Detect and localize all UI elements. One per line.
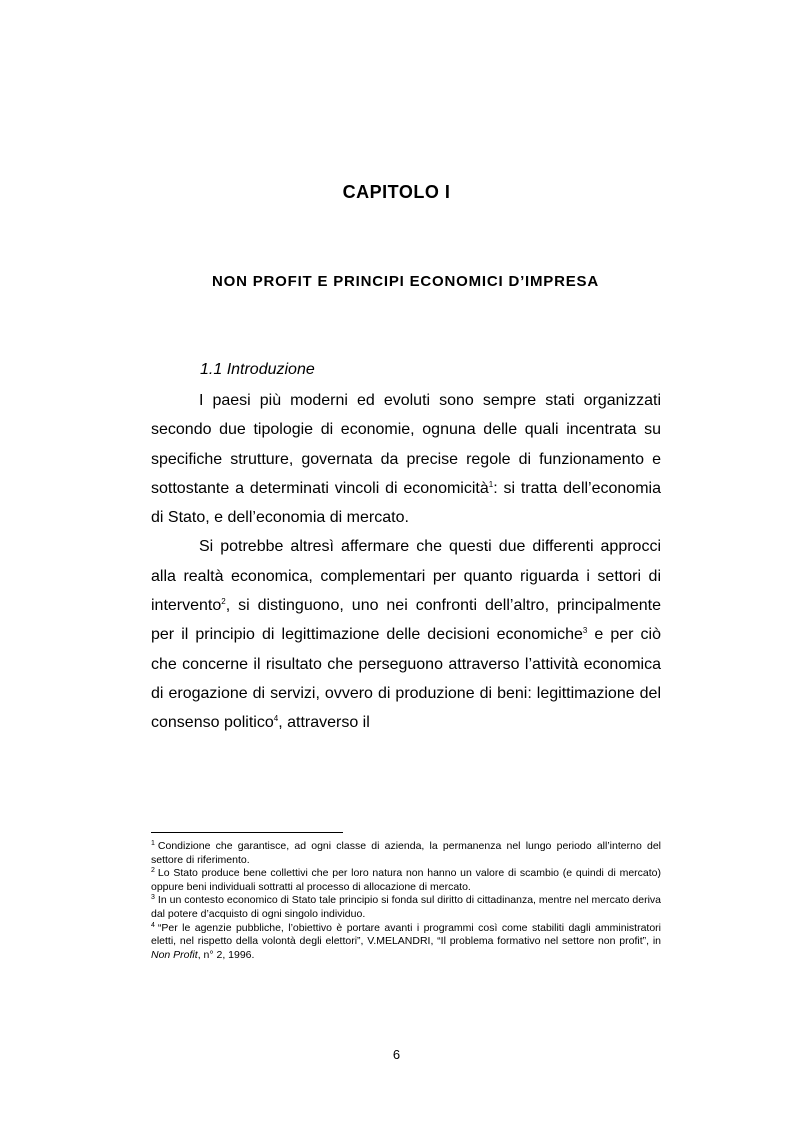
footnote-mark: 4	[151, 921, 155, 929]
footnotes	[151, 840, 661, 962]
footnote-mark: 2	[151, 867, 155, 875]
paragraph-text: : si tratta dell’economia di Stato, e dell’economia di mercato.	[151, 479, 661, 527]
paragraph-text: , si distinguono, uno nei confronti dell’altro, principalmente per il principio di legittimazione delle decisioni economiche	[151, 597, 661, 644]
footnote-text: , n° 2, 1996.	[197, 948, 255, 961]
footnote-reference: 2	[221, 597, 226, 607]
section-heading: 1.1 Introduzione	[200, 361, 315, 378]
paragraph-text: , attraverso il	[278, 714, 370, 732]
paragraph-text: I paesi più moderni ed evoluti sono sempre stati organizzati secondo due tipologie di economie, ognuna delle quali incentrata su specifiche strutture, governata da precise regole di funzionamento e sottostante a determinati vincoli di economicità	[151, 392, 661, 497]
paragraph-text: Si potrebbe altresì affermare che questi due differenti approcci alla realtà economica, complementari per quanto riguarda i settori di intervento	[151, 538, 661, 615]
chapter-subtitle: NON PROFIT E PRINCIPI ECONOMICI D’IMPRESA	[212, 273, 599, 290]
footnote-mark: 3	[151, 894, 155, 902]
footnote-text: Lo Stato produce bene collettivi che per loro natura non hanno un valore di scambio (e quindi di mercato) oppure beni individuali sottratti al processo di allocazione di mercato.	[151, 867, 661, 893]
paragraph-text: e per ciò che concerne il risultato che perseguono attraverso l’attività economica di erogazione di servizi, ovvero di produzione di beni: legittimazione del consenso politico	[151, 626, 661, 732]
footnote-text: “Per le agenzie pubbliche, l’obiettivo è portare avanti i programmi così come stabiliti dagli amministratori eletti, nel rispetto della volontà degli elettori”, V.MELANDRI, “Il problema formativo nel settore non profit”, in	[151, 921, 661, 948]
footnote	[151, 840, 661, 867]
paragraph	[151, 386, 661, 532]
journal-title: Non Profit	[151, 948, 198, 961]
footnote-text: In un contesto economico di Stato tale principio si fonda sul diritto di cittadinanza, mentre nel mercato deriva dal potere d’acquisto di ogni singolo individuo.	[151, 894, 661, 920]
footnote-reference: 1	[488, 479, 494, 489]
body-text	[151, 386, 661, 738]
footnote-separator	[151, 832, 343, 833]
footnote-text: Condizione che garantisce, ad ogni classe di azienda, la permanenza nel lungo periodo all’interno del settore di riferimento.	[151, 840, 661, 866]
chapter-title: CAPITOLO I	[342, 182, 451, 202]
footnote	[151, 894, 661, 921]
footnote-reference: 4	[273, 714, 279, 724]
paragraph	[151, 532, 661, 737]
footnote-reference: 3	[582, 626, 588, 636]
footnote-mark: 1	[151, 840, 155, 847]
page-number: 6	[392, 1047, 401, 1062]
footnote	[151, 867, 661, 894]
footnote	[151, 922, 661, 963]
